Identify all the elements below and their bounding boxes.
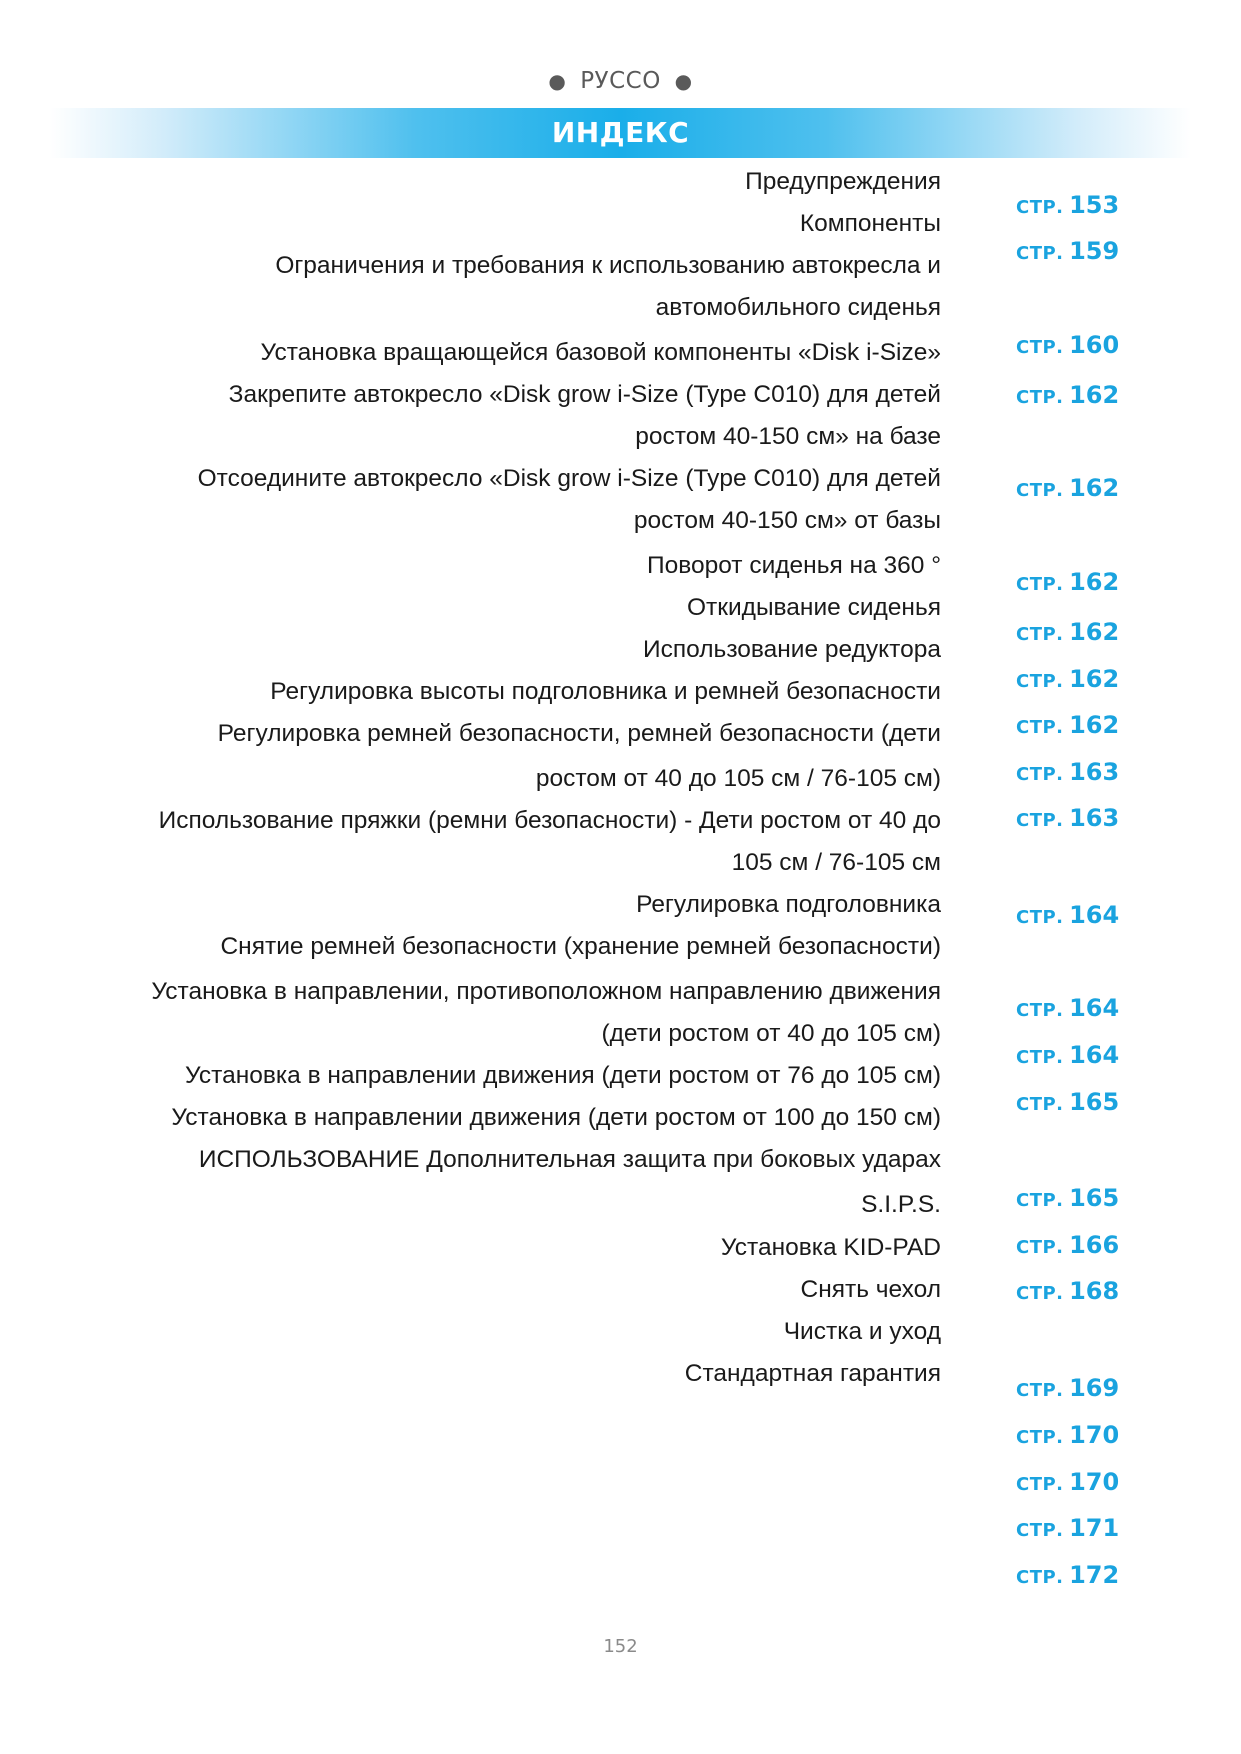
- toc-entry-text[interactable]: Ограничения и требования к использованию автокресла и: [275, 252, 941, 279]
- page-number: 162: [1069, 711, 1120, 739]
- page-number: 164: [1069, 1041, 1120, 1069]
- footer-page-number: 152: [603, 1636, 638, 1657]
- page-number: 165: [1069, 1184, 1120, 1212]
- toc-entry-text[interactable]: 105 см / 76-105 см: [731, 849, 941, 876]
- toc-page-ref[interactable]: [1016, 1276, 1119, 1309]
- toc-entry-text[interactable]: Регулировка ремней безопасности, ремней безопасности (дети: [217, 720, 941, 747]
- toc-entry-text[interactable]: ростом от 40 до 105 см / 76-105 см): [535, 765, 941, 792]
- page-number: 171: [1069, 1514, 1120, 1542]
- page-prefix: СТР.: [1016, 574, 1064, 595]
- toc-page-ref[interactable]: [1016, 1420, 1119, 1453]
- page-prefix: СТР.: [1016, 1047, 1064, 1068]
- page-prefix: СТР.: [1016, 1094, 1064, 1115]
- toc-entry-text[interactable]: Стандартная гарантия: [684, 1360, 941, 1387]
- toc-entry-text[interactable]: Регулировка подголовника: [636, 891, 941, 918]
- page-prefix: СТР.: [1016, 480, 1064, 501]
- page-number: 163: [1069, 804, 1120, 832]
- toc-entry-text[interactable]: Регулировка высоты подголовника и ремней безопасности: [270, 678, 941, 705]
- page-prefix: СТР.: [1016, 1190, 1064, 1211]
- page-prefix: СТР.: [1016, 197, 1064, 218]
- toc-page-ref[interactable]: [1016, 757, 1119, 790]
- toc-entry-text[interactable]: S.I.P.S.: [861, 1191, 941, 1218]
- page-number: 153: [1069, 191, 1120, 219]
- toc-page-ref[interactable]: [1016, 190, 1119, 223]
- toc-entry-text[interactable]: Отсоедините автокресло «Disk grow i-Size (Type C010) для детей: [197, 465, 941, 492]
- page-prefix: СТР.: [1016, 387, 1064, 408]
- page-number: 165: [1069, 1088, 1120, 1116]
- page-prefix: СТР.: [1016, 1380, 1064, 1401]
- toc-page-ref[interactable]: [1016, 380, 1119, 413]
- toc-page-ref[interactable]: [1016, 1087, 1119, 1120]
- page-number: 162: [1069, 474, 1120, 502]
- page-prefix: СТР.: [1016, 1283, 1064, 1304]
- toc-page-ref[interactable]: [1016, 710, 1119, 743]
- toc-entry-text[interactable]: Чистка и уход: [783, 1318, 941, 1345]
- toc-page-ref[interactable]: [1016, 1560, 1119, 1593]
- page-number: 169: [1069, 1374, 1120, 1402]
- bullet-dot-icon: ●: [548, 69, 567, 93]
- page-prefix: СТР.: [1016, 1427, 1064, 1448]
- page-prefix: СТР.: [1016, 671, 1064, 692]
- page-prefix: СТР.: [1016, 243, 1064, 264]
- toc-page-ref[interactable]: [1016, 1373, 1119, 1406]
- toc-page-ref[interactable]: [1016, 664, 1119, 697]
- page-number: 170: [1069, 1421, 1120, 1449]
- page-number: 163: [1069, 758, 1120, 786]
- toc-page-ref[interactable]: [1016, 330, 1119, 363]
- page-number: 164: [1069, 901, 1120, 929]
- page-prefix: СТР.: [1016, 764, 1064, 785]
- toc-entry-text[interactable]: Использование пряжки (ремни безопасности) - Дети ростом от 40 до: [158, 807, 941, 834]
- toc-entry-text[interactable]: Использование редуктора: [643, 636, 941, 663]
- page-number: 164: [1069, 994, 1120, 1022]
- page-prefix: СТР.: [1016, 1567, 1064, 1588]
- toc-entry-text[interactable]: Поворот сиденья на 360 °: [646, 552, 941, 579]
- page-number: 172: [1069, 1561, 1120, 1589]
- toc-entry-text[interactable]: ИСПОЛЬЗОВАНИЕ Дополнительная защита при боковых ударах: [198, 1146, 941, 1173]
- page-prefix: СТР.: [1016, 1000, 1064, 1021]
- toc-page-ref[interactable]: [1016, 900, 1119, 933]
- toc-page-ref[interactable]: [1016, 803, 1119, 836]
- toc-entry-text[interactable]: Установка в направлении, противоположном направлению движения: [151, 978, 941, 1005]
- toc-entry-text[interactable]: Предупреждения: [745, 168, 941, 195]
- toc-page-ref[interactable]: [1016, 1467, 1119, 1500]
- page-number: 162: [1069, 568, 1120, 596]
- toc-page-ref[interactable]: [1016, 567, 1119, 600]
- page-number: 162: [1069, 665, 1120, 693]
- page-number: 162: [1069, 618, 1120, 646]
- toc-page-ref[interactable]: [1016, 1513, 1119, 1546]
- toc-entry-text[interactable]: ростом 40-150 см» от базы: [633, 507, 941, 534]
- toc-page-ref[interactable]: [1016, 1230, 1119, 1263]
- language-label: РУССО: [580, 68, 661, 94]
- page-number: 162: [1069, 381, 1120, 409]
- page-prefix: СТР.: [1016, 907, 1064, 928]
- page-prefix: СТР.: [1016, 1474, 1064, 1495]
- toc-page-ref[interactable]: [1016, 1183, 1119, 1216]
- page-prefix: СТР.: [1016, 717, 1064, 738]
- toc-entry-text[interactable]: (дети ростом от 40 до 105 см): [601, 1020, 941, 1047]
- toc-page-ref[interactable]: [1016, 993, 1119, 1026]
- toc-page-ref[interactable]: [1016, 617, 1119, 650]
- page-title: ИНДЕКС: [551, 116, 690, 149]
- page-number: 168: [1069, 1277, 1120, 1305]
- page-prefix: СТР.: [1016, 810, 1064, 831]
- toc-entry-text[interactable]: Снятие ремней безопасности (хранение ремней безопасности): [220, 933, 941, 960]
- page-prefix: СТР.: [1016, 337, 1064, 358]
- toc-entry-text[interactable]: Откидывание сиденья: [686, 594, 941, 621]
- toc-entry-text[interactable]: Установка вращающейся базовой компоненты «Disk i-Size»: [260, 339, 941, 366]
- toc-entry-text[interactable]: Закрепите автокресло «Disk grow i-Size (Type C010) для детей: [228, 381, 941, 408]
- page-number: 160: [1069, 331, 1120, 359]
- page-prefix: СТР.: [1016, 624, 1064, 645]
- toc-entry-text[interactable]: Установка KID-PAD: [720, 1234, 941, 1261]
- page-number: 159: [1069, 237, 1120, 265]
- toc-page-ref[interactable]: [1016, 473, 1119, 506]
- toc-entry-text[interactable]: Установка в направлении движения (дети ростом от 100 до 150 см): [171, 1104, 941, 1131]
- toc-entry-text[interactable]: автомобильного сиденья: [655, 294, 941, 321]
- bullet-dot-icon: ●: [674, 69, 693, 93]
- toc-page-ref[interactable]: [1016, 1040, 1119, 1073]
- page-prefix: СТР.: [1016, 1520, 1064, 1541]
- page-number: 166: [1069, 1231, 1120, 1259]
- toc-entry-text[interactable]: ростом 40-150 см» на базе: [635, 423, 941, 450]
- toc-page-ref[interactable]: [1016, 236, 1119, 269]
- toc-entry-text[interactable]: Компоненты: [799, 210, 941, 237]
- page-prefix: СТР.: [1016, 1237, 1064, 1258]
- page-number: 170: [1069, 1468, 1120, 1496]
- toc-entry-text[interactable]: Установка в направлении движения (дети ростом от 76 до 105 см): [184, 1062, 941, 1089]
- toc-entry-text[interactable]: Снять чехол: [800, 1276, 941, 1303]
